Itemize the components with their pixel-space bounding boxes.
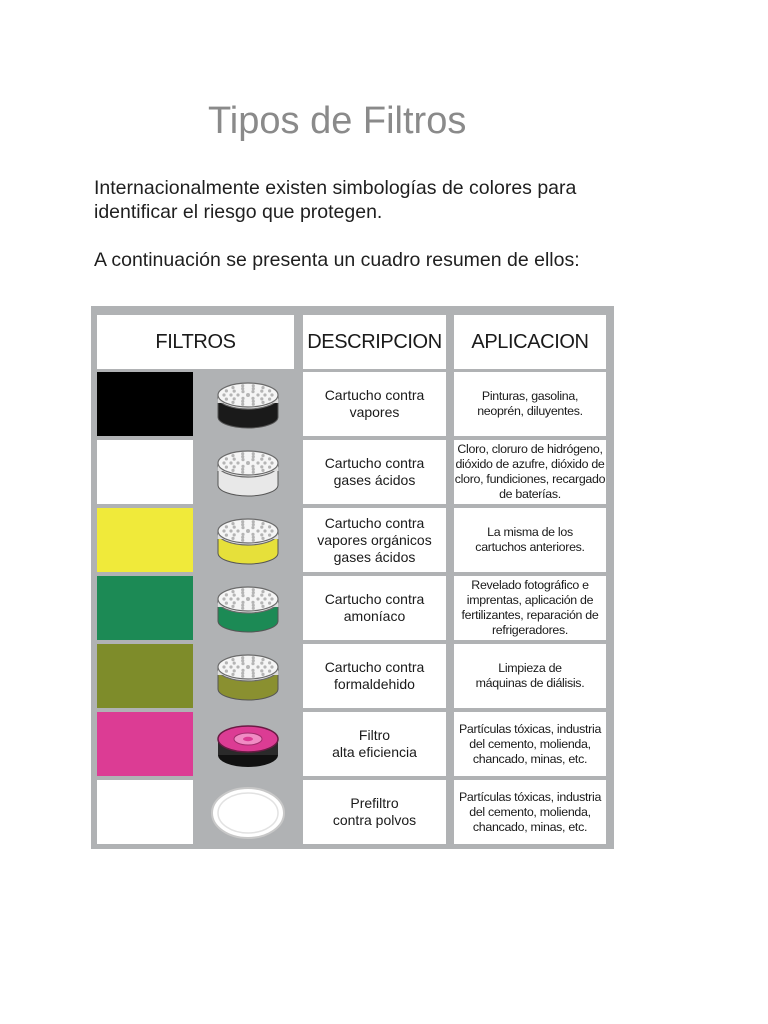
application-cell: Cloro, cloruro de hidrógeno, dióxido de azufre, dióxido de cloro, fundiciones, recargado de baterías. [454, 440, 606, 504]
description-cell: Cartucho contra gases ácidos [303, 440, 446, 504]
prefilter-white-icon [202, 780, 294, 844]
application-cell: La misma de los cartuchos anteriores. [454, 508, 606, 572]
table-row [91, 440, 614, 504]
filter-table [91, 306, 614, 849]
cartridge-black-icon [202, 372, 294, 436]
description-cell: Filtro alta eficiencia [303, 712, 446, 776]
application-cell: Partículas tóxicas, industria del cemento, molienda, chancado, minas, etc. [454, 712, 606, 776]
table-row [91, 712, 614, 776]
color-swatch [97, 576, 193, 640]
cartridge-green-icon [202, 576, 294, 640]
application-cell: Partículas tóxicas, industria del cemento, molienda, chancado, minas, etc. [454, 780, 606, 844]
table-row [91, 508, 614, 572]
color-swatch [97, 508, 193, 572]
table-row [91, 576, 614, 640]
color-swatch [97, 712, 193, 776]
color-swatch [97, 440, 193, 504]
color-swatch [97, 644, 193, 708]
cartridge-yellow-icon [202, 508, 294, 572]
table-row [91, 780, 614, 844]
lead-paragraph: A continuación se presenta un cuadro resumen de ellos: [94, 249, 580, 271]
page-title: Tipos de Filtros [208, 100, 467, 142]
application-cell: Pinturas, gasolina, neoprén, diluyentes. [454, 372, 606, 436]
header-filtros: FILTROS [97, 315, 294, 369]
cartridge-white-icon [202, 440, 294, 504]
table-row [91, 372, 614, 436]
description-cell: Cartucho contra vapores orgánicos gases ácidos [303, 508, 446, 572]
description-cell: Cartucho contra vapores [303, 372, 446, 436]
description-cell: Prefiltro contra polvos [303, 780, 446, 844]
description-cell: Cartucho contra amoníaco [303, 576, 446, 640]
color-swatch [97, 372, 193, 436]
intro-paragraph: Internacionalmente existen simbologías de colores para identificar el riesgo que protegen. [94, 177, 577, 223]
header-aplicacion: APLICACION [454, 315, 606, 369]
application-cell: Revelado fotográfico e imprentas, aplicación de fertilizantes, reparación de refrigeradores. [454, 576, 606, 640]
application-cell: Limpieza de máquinas de diálisis. [454, 644, 606, 708]
filter-magenta-icon [202, 712, 294, 776]
cartridge-olive-icon [202, 644, 294, 708]
header-descripcion: DESCRIPCION [303, 315, 446, 369]
color-swatch [97, 780, 193, 844]
description-cell: Cartucho contra formaldehido [303, 644, 446, 708]
table-row [91, 644, 614, 708]
